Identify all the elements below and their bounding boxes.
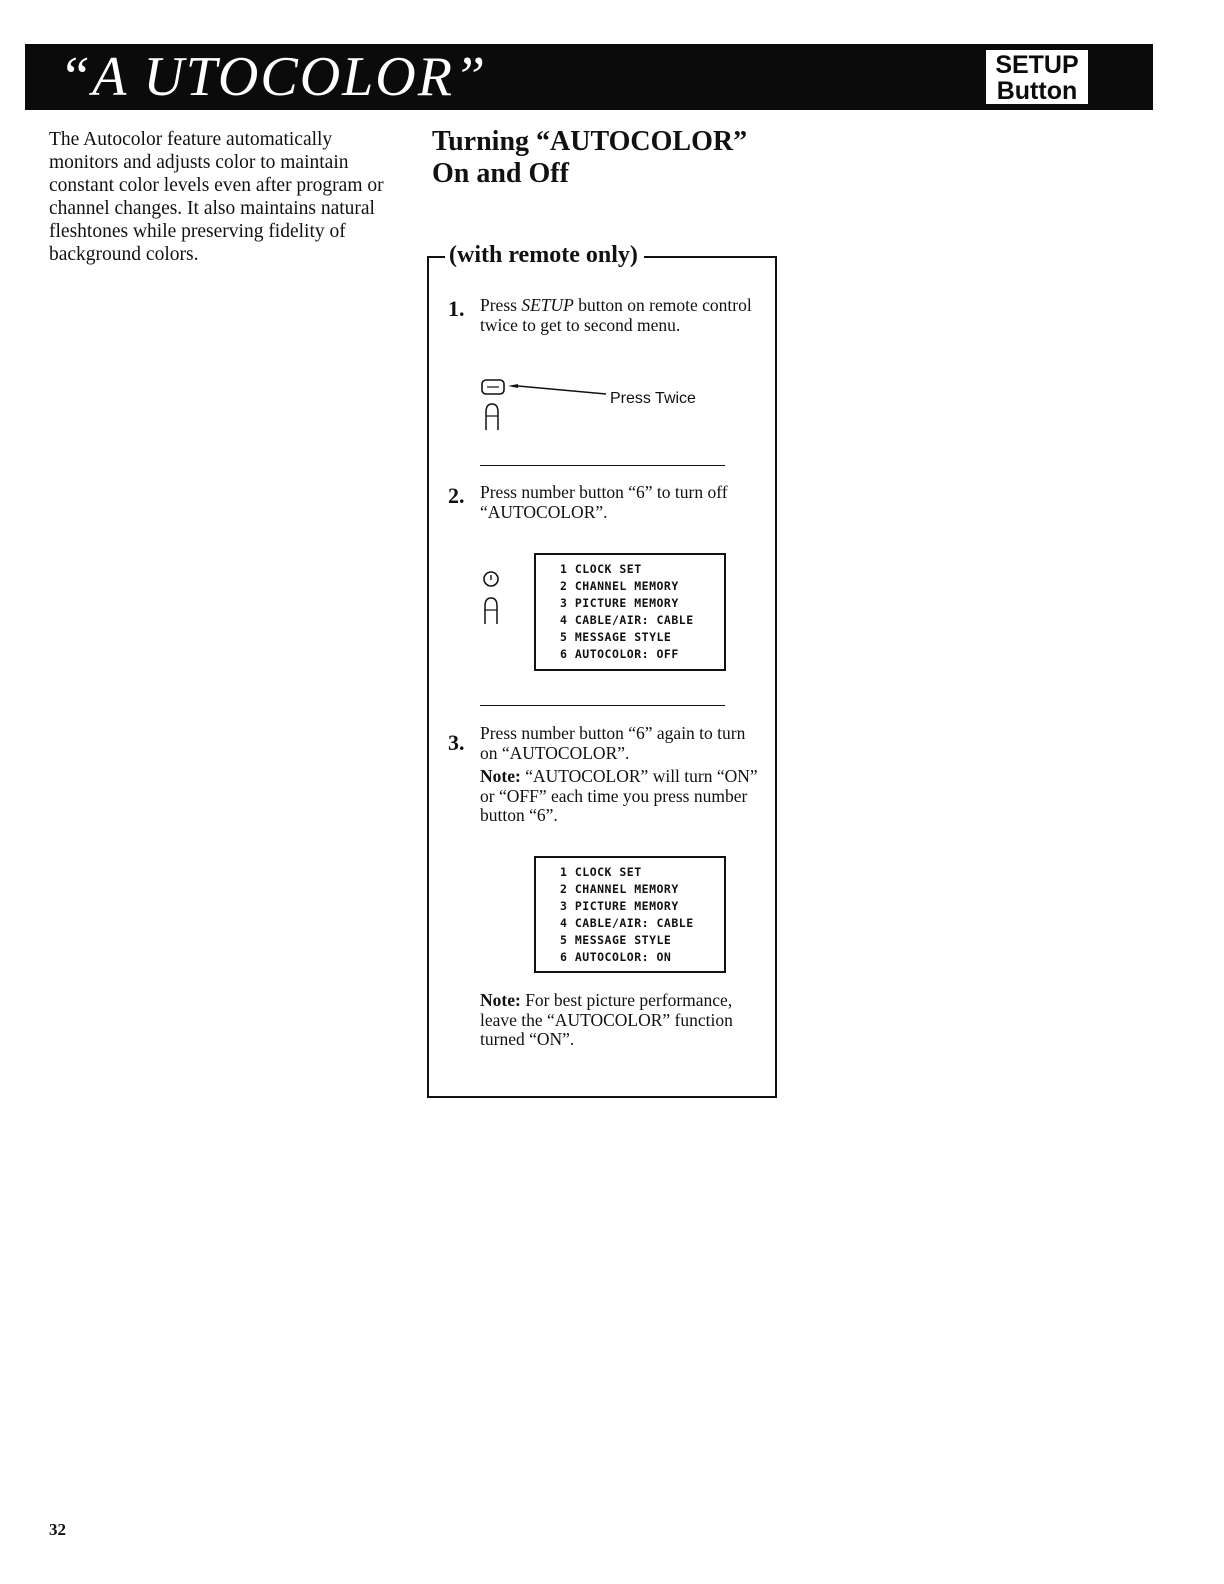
step-1-number: 1.: [448, 296, 465, 321]
menu-row: 2 CHANNEL MEMORY: [560, 882, 679, 896]
menu-row: 5 MESSAGE STYLE: [560, 630, 672, 644]
divider-1: [480, 465, 725, 466]
arrow-head-icon: [508, 384, 518, 388]
section-heading-line-2: On and Off: [432, 158, 569, 189]
step-3-note-text: “AUTOCOLOR” will turn “ON” or “OFF” each time you press number button “6”.: [480, 766, 758, 825]
panel-label: (with remote only): [445, 240, 644, 270]
press-twice-label: Press Twice: [610, 390, 696, 407]
press-six-diagram: [478, 568, 518, 632]
menu-row: 4 CABLE/AIR: CABLE: [560, 613, 694, 627]
menu-screen-autocolor-on: [534, 856, 726, 973]
intro-paragraph: The Autocolor feature automatically monitors and adjusts color to maintain constant color levels even after program or channel changes. It also maintains natural fleshtones while preserving fidelity of background colors.: [49, 129, 384, 265]
step-1-text-after: button on remote control twice to get to second menu.: [480, 295, 752, 335]
page-title: “A UTOCOLOR”: [59, 46, 488, 108]
menu-row: 5 MESSAGE STYLE: [560, 933, 672, 947]
step-1-setup-emphasis: SETUP: [521, 295, 574, 315]
page-number: 32: [49, 1520, 66, 1539]
menu-row: 1 CLOCK SET: [560, 865, 642, 879]
step-3-text: [480, 724, 760, 826]
step-2-text: Press number button “6” to turn off “AUTOCOLOR”.: [480, 482, 728, 522]
badge-line-2: Button: [996, 77, 1078, 105]
finger-icon: [485, 598, 497, 624]
menu-row: 6 AUTOCOLOR: OFF: [560, 647, 679, 661]
step-3-note: [480, 767, 760, 826]
step-1-text-before: Press: [480, 295, 522, 315]
section-heading: [432, 126, 812, 190]
finger-icon: [486, 404, 498, 430]
menu-row: 3 PICTURE MEMORY: [560, 596, 679, 610]
setup-button-badge: [984, 48, 1090, 106]
menu-row: 2 CHANNEL MEMORY: [560, 579, 679, 593]
section-heading-line-1: Turning “AUTOCOLOR”: [432, 126, 748, 157]
menu-row: 1 CLOCK SET: [560, 562, 642, 576]
final-note-label: Note:: [480, 990, 521, 1010]
menu-row: 4 CABLE/AIR: CABLE: [560, 916, 694, 930]
menu-row: 6 AUTOCOLOR: ON: [560, 950, 672, 964]
badge-line-1: SETUP: [995, 51, 1079, 79]
final-note: [480, 991, 760, 1050]
step-1-text: [480, 296, 760, 335]
arrow-line: [518, 386, 606, 394]
step-3-instruction: Press number button “6” again to turn on “AUTOCOLOR”.: [480, 723, 746, 763]
final-note-text: For best picture performance, leave the “AUTOCOLOR” function turned “ON”.: [480, 990, 733, 1049]
press-setup-diagram: [478, 376, 618, 446]
menu-row: 3 PICTURE MEMORY: [560, 899, 679, 913]
step-3-number: 3.: [448, 730, 465, 755]
divider-2: [480, 705, 725, 706]
step-2-number: 2.: [448, 483, 465, 508]
menu-screen-autocolor-off: [534, 553, 726, 671]
step-3-note-label: Note:: [480, 766, 521, 786]
